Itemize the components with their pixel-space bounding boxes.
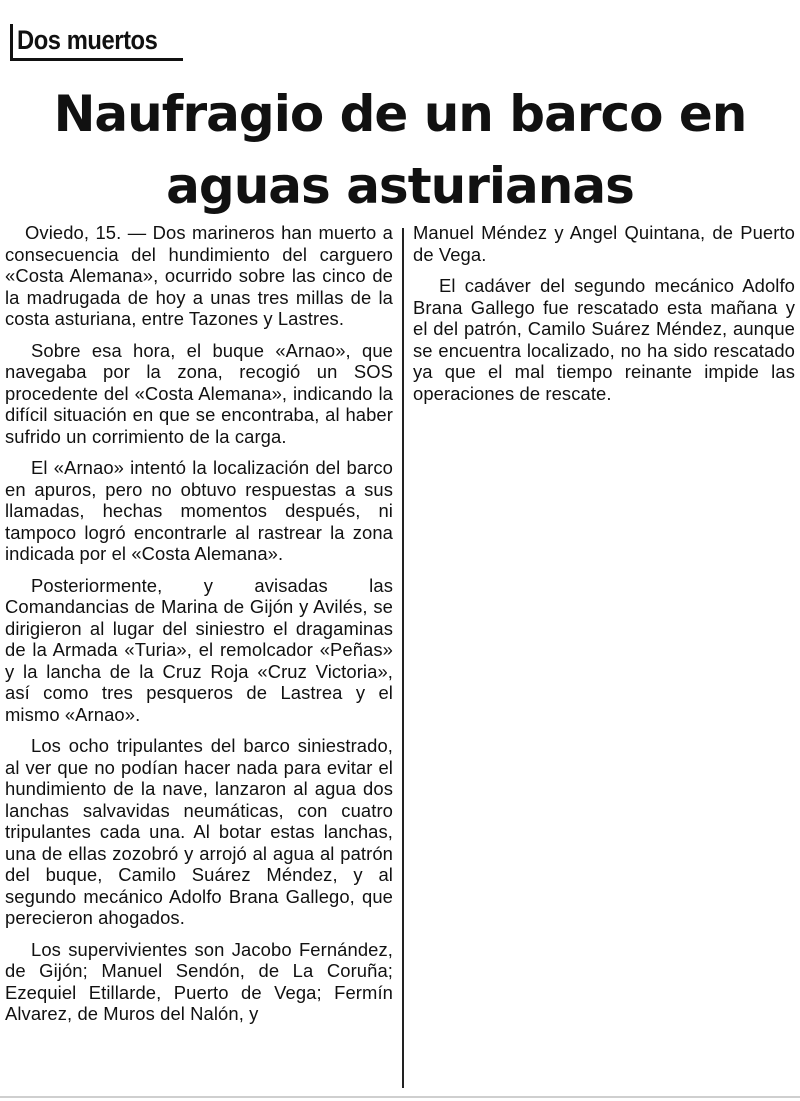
paragraph: El «Arnao» intentó la localización del barco en apuros, pero no obtuvo respuestas a sus llamadas, hechas momentos después, ni tampoco logró encontrarle al rastrear la zona indicada por el «Costa Alemana». [5,457,393,564]
headline-line-1: Naufragio de un barco en [53,85,747,143]
paragraph: Oviedo, 15. — Dos marineros han muerto a consecuencia del hundimiento del carguero «Costa Alemana», ocurrido sobre las cinco de la madrugada de hoy a unas tres millas de la costa asturiana, entre Tazones y Lastres. [5,222,393,329]
article-column-left [5,222,401,1084]
paragraph: Manuel Méndez y Angel Quintana, de Puerto de Vega. [413,222,795,265]
headline-line-2: aguas asturianas [166,157,634,215]
paragraph: El cadáver del segundo mecánico Adolfo Brana Gallego fue rescatado esta mañana y el del patrón, Camilo Suárez Méndez, aunque se encuentra localizado, no ha sido rescatado ya que el mal tiempo reinante impide las operaciones de rescate. [413,275,795,404]
kicker-box [10,24,183,61]
kicker: Dos muertos [17,25,158,55]
paragraph: Los supervivientes son Jacobo Fernández, de Gijón; Manuel Sendón, de La Coruña; Ezequiel Etillarde, Puerto de Vega; Fermín Alvarez, de Muros del Nalón, y [5,938,393,1024]
paragraph: Sobre esa hora, el buque «Arnao», que navegaba por la zona, recogió un SOS procedente del «Costa Alemana», indicando la difícil situación en que se encontraba, al haber sufrido un corrimiento de la carga. [5,339,393,447]
paragraph: Posteriormente, y avisadas las Comandancias de Marina de Gijón y Avilés, se dirigieron al lugar del siniestro el dragaminas de la Armada «Turia», el remolcador «Peñas» y la lancha de la Cruz Roja «Cruz Victoria», así como tres pesqueros de Lastrea y el mismo «Arnao». [5,574,393,725]
article-column-right [413,222,795,414]
column-divider [402,228,404,1088]
bottom-edge [0,1096,800,1098]
headline [0,78,800,222]
paragraph: Los ocho tripulantes del barco siniestrado, al ver que no podían hacer nada para evitar el hundimiento de la nave, lanzaron al agua dos lanchas salvavidas neumáticas, con cuatro tripulantes cada una. Al botar estas lanchas, una de ellas zozobró y arrojó al agua al patrón del buque, Camilo Suárez Méndez, y al segundo mecánico Adolfo Brana Gallego, que perecieron ahogados. [5,735,393,928]
